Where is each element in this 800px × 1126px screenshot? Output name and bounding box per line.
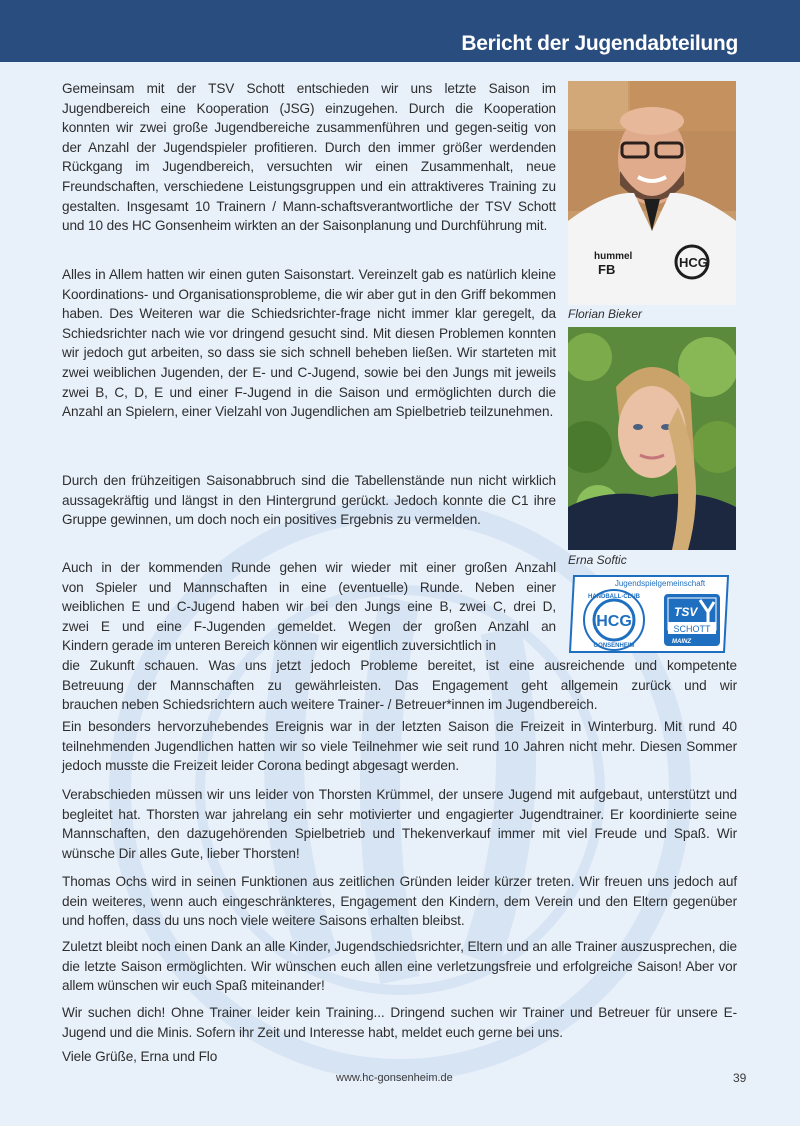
text-line: weiblichen E und C-Jugend haben wir bei den Jungs eine B, zwei C, drei D,: [62, 599, 556, 615]
photo-caption-erna: Erna Softic: [568, 553, 627, 567]
text-line: zwei E und eine F-Jugenden gemeldet. Wegen der großen Anzahl an: [62, 618, 556, 634]
shirt-initials: FB: [598, 262, 616, 277]
shirt-brand: hummel: [594, 251, 633, 262]
footer-website: www.hc-gonsenheim.de: [336, 1072, 453, 1084]
paragraph-thanks: Zuletzt bleibt noch einen Dank an alle Kinder, Jugendschiedsrichter, Eltern und an alle Trainer auszusprechen, die die letzte Saison ermöglichten. Wir wünschen euch allen eine verletzungsfreie und erfolgreiche Saison! Aber vor allem wünschen wir euch Spaß miteinander!: [62, 939, 737, 994]
page-title: Bericht der Jugendabteilung: [461, 32, 738, 55]
logo-schott: SCHOTT: [673, 624, 711, 634]
paragraph-season-abort: Durch den frühzeitigen Saisonabbruch sind die Tabellenstände nun nicht wirklich aussagekräftig und längst in den Hintergrund gerückt. Jedoch konnte die C1 ihre Gruppe gewinnen, um doch noch ein positives Ergebnis zu vermelden.: [62, 473, 556, 528]
text-line: die Zukunft schauen. Was uns jetzt jedoch Probleme bereitet, ist eine ausreichende und kompetente: [62, 657, 737, 673]
jsg-logo: [568, 574, 730, 654]
photo-florian-bieker: [568, 81, 736, 305]
logo-tsv: TSV: [674, 605, 698, 619]
text-line: Kindern gerade im unteren Bereich können wir eigentlich zuversichtlich in: [62, 638, 496, 654]
text-line: Auch in der kommenden Runde gehen wir wieder mit einer großen Anzahl: [62, 560, 556, 575]
photo-caption-florian: Florian Bieker: [568, 307, 643, 321]
paragraph-we-need-you: Wir suchen dich! Ohne Trainer leider kein Training... Dringend suchen wir Trainer und Betreuer für unsere E-Jugend und die Minis. Sofern ihr Zeit und Interesse habt, meldet euch gerne bei uns.: [62, 1005, 737, 1040]
paragraph-thomas-ochs: Thomas Ochs wird in seinen Funktionen aus zeitlichen Gründen leider kürzer treten. Wir freuen uns jedoch auf dein weiteres, wenn auch eingeschränkteres, Engagement den Kindern, dem Verein und den Eltern gegenüber und hoffen, dass du uns noch viele weitere Saisons erhalten bleibst.: [62, 874, 737, 929]
page-header: [0, 0, 800, 62]
logo-hcg-mark: HCG: [596, 613, 632, 630]
page-number: 39: [733, 1071, 747, 1085]
text-line: brauchen neben Schiedsrichtern auch weitere Trainer- / Betreuer*innen im Jugendbereich.: [62, 697, 598, 713]
logo-ring-bottom: GONSENHEIM: [593, 643, 635, 649]
paragraph-greeting: Viele Grüße, Erna und Flo: [62, 1049, 218, 1064]
logo-title: Jugendspielgemeinschaft: [614, 579, 706, 588]
paragraph-cooperation: Gemeinsam mit der TSV Schott entschieden wir uns letzte Saison im Jugendbereich eine Kooperation (JSG) einzugehen. Durch die Kooperation konnten wir zwei große Jugendbereiche zusammenführen und gegen-seitig von der Anzahl der Jugendspieler profitieren. Durch den immer größer werdenden Rückgang im Jugendbereich, versuchten wir einen Zusammenhalt, neue Freundschaften, verschiedene Leistungsgruppen und ein attraktiveres Training zu gestalten. Insgesamt 10 Trainern / Mann-schaftsverantwortliche der TSV Schott und 10 des HC Gonsenheim wirkten an der Saisonplanung und Durchführung mit.: [62, 81, 556, 234]
photo-erna-softic: [568, 327, 736, 550]
paragraph-season-start: Alles in Allem hatten wir einen guten Saisonstart. Vereinzelt gab es natürlich kleine Koordinations- und Organisationsprobleme, die wir aber gut in den Griff bekommen haben. Des Weiteren war die Schiedsrichter-frage nicht immer klar geregelt, da Schiedsrichter nach wie vor dringend gesucht sind. Mit diesen Problemen konnten wir jedoch gut arbeiten, so dass sie sich schnell beheben ließen. Wir starteten mit zwei weiblichen Jugenden, der E- und C-Jugend, sowie bei den Jungs mit jeweils zwei B, C, D, E und einer F-Jugend in die Saison und ermöglichten durch die Anzahl an Spielern, einer Vielzahl von Jugendlichen am Spielbetrieb teilzunehmen.: [62, 267, 556, 420]
paragraph-winterburg: Ein besonders hervorzuhebendes Ereignis war in der letzten Saison die Freizeit in Winterburg. Mit rund 40 teilnehmenden Jugendlichen hatten wir so viele Teilnehmer wie seit rund 10 Jahren nicht mehr. Diesen Sommer jedoch musste die Freizeit leider Corona bedingt abgesagt werden.: [62, 719, 737, 774]
logo-mainz: MAINZ: [672, 639, 691, 645]
shirt-logo: HCG: [679, 255, 708, 270]
paragraph-farewell-thorsten: Verabschieden müssen wir uns leider von Thorsten Krümmel, der unsere Jugend mit aufgebaut, unterstützt und begleitet hat. Thorsten war jahrelang ein sehr motivierter und engagierter Jugendtrainer. Er koordinierte seine Mannschaften, den dazugehörenden Spielbetrieb und Thekenverkauf immer mit viel Freude und Spaß. Wir wünsche Dir alles Gute, lieber Thorsten!: [62, 787, 737, 861]
text-line: von Spieler und Mannschaften in eine (eventuelle) Runde. Neben einer: [62, 579, 556, 595]
logo-ring-top: HANDBALL-CLUB: [588, 594, 640, 600]
text-line: Betreuung der Mannschaften zu gewährleisten. Das Engagement geht allgemein zurück und wir: [62, 677, 737, 693]
